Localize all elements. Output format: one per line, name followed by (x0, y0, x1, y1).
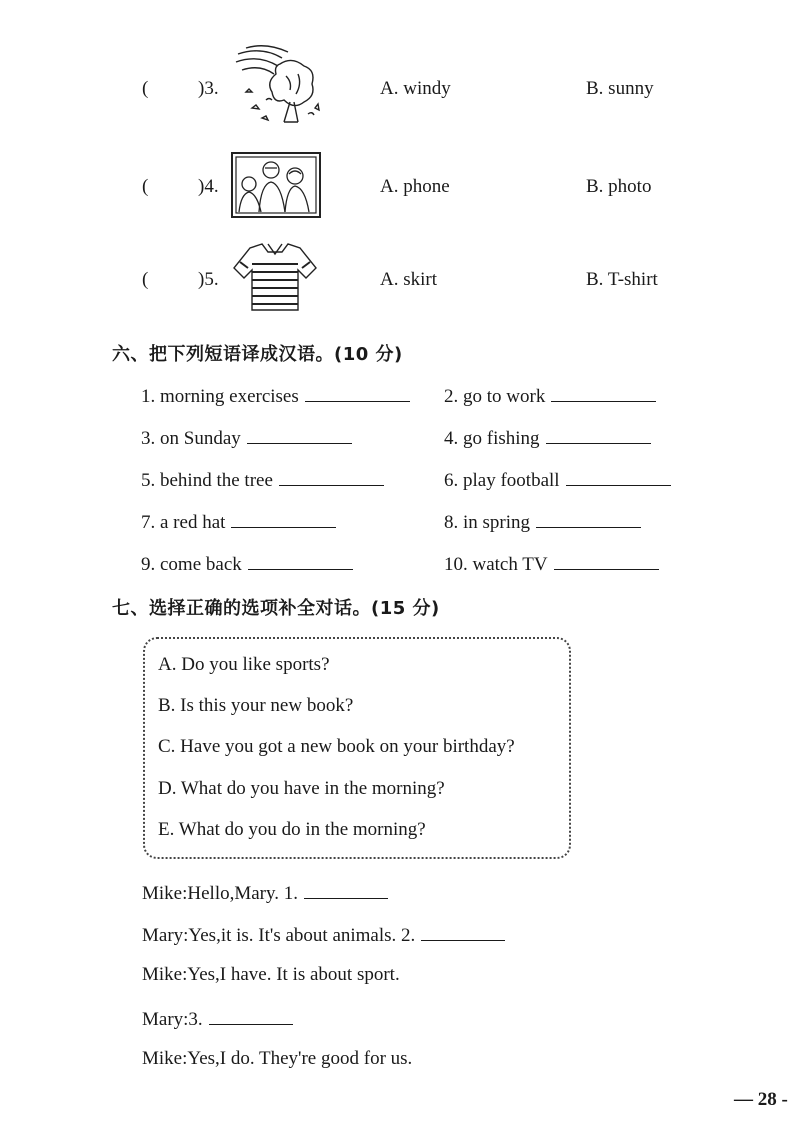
answer-blank[interactable] (546, 425, 651, 444)
phrase-item: 5. behind the tree (141, 467, 384, 492)
option-line: E. What do you do in the morning? (158, 819, 426, 840)
option-a: A. windy (380, 78, 451, 99)
dialogue-line: Mike:Yes,I do. They're good for us. (142, 1048, 413, 1069)
option-line: C. Have you got a new book on your birthday? (158, 736, 515, 757)
dialogue-line: Mary:3. (142, 1006, 293, 1031)
question-number: )3. (198, 78, 219, 99)
phrase-item: 10. watch TV (444, 551, 659, 576)
answer-paren-open: ( (142, 269, 149, 290)
phrase-item: 7. a red hat (141, 509, 336, 534)
answer-paren-open: ( (142, 78, 149, 99)
answer-blank[interactable] (247, 425, 352, 444)
dialogue-line: Mary:Yes,it is. It's about animals. 2. (142, 922, 505, 947)
answer-blank[interactable] (248, 551, 353, 570)
option-b: B. T-shirt (586, 269, 658, 290)
answer-paren-open: ( (142, 176, 149, 197)
option-b: B. photo (586, 176, 652, 197)
answer-blank[interactable] (566, 467, 671, 486)
answer-blank[interactable] (421, 922, 505, 941)
option-line: D. What do you have in the morning? (158, 778, 445, 799)
option-a: A. phone (380, 176, 450, 197)
phrase-item: 6. play football (444, 467, 671, 492)
dialogue-line: Mike:Hello,Mary. 1. (142, 880, 388, 905)
dialogue-line: Mike:Yes,I have. It is about sport. (142, 964, 400, 985)
section-6-heading: 六、把下列短语译成汉语。(10 分) (112, 344, 403, 365)
phrase-item: 1. morning exercises (141, 383, 410, 408)
striped-shirt-icon (232, 238, 318, 314)
answer-blank[interactable] (551, 383, 656, 402)
option-b: B. sunny (586, 78, 654, 99)
answer-blank[interactable] (231, 509, 336, 528)
phrase-item: 8. in spring (444, 509, 641, 534)
section-7-heading: 七、选择正确的选项补全对话。(15 分) (112, 598, 440, 619)
question-number: )4. (198, 176, 219, 197)
answer-blank[interactable] (305, 383, 410, 402)
answer-blank[interactable] (279, 467, 384, 486)
answer-blank[interactable] (536, 509, 641, 528)
option-line: A. Do you like sports? (158, 654, 330, 675)
phrase-item: 2. go to work (444, 383, 656, 408)
answer-blank[interactable] (304, 880, 388, 899)
question-number: )5. (198, 269, 219, 290)
phrase-item: 9. come back (141, 551, 353, 576)
phrase-item: 3. on Sunday (141, 425, 352, 450)
answer-blank[interactable] (209, 1006, 293, 1025)
family-photo-icon (231, 152, 321, 218)
option-line: B. Is this your new book? (158, 695, 354, 716)
phrase-item: 4. go fishing (444, 425, 651, 450)
answer-blank[interactable] (554, 551, 659, 570)
page-number: — 28 - (734, 1089, 788, 1110)
option-a: A. skirt (380, 269, 437, 290)
wind-blowing-tree-icon (232, 44, 324, 126)
